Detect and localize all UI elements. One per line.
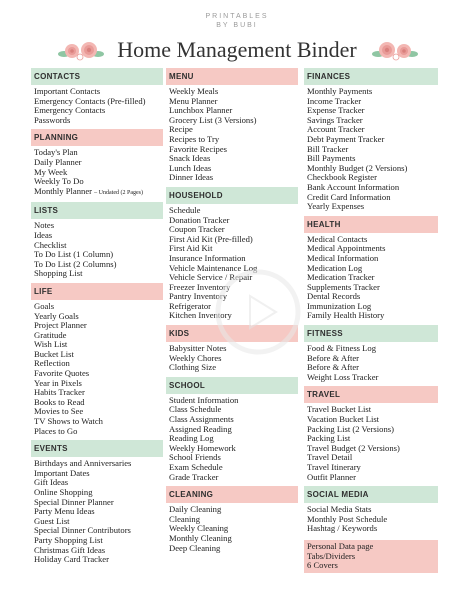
list-item: Project Planner (34, 320, 87, 331)
list-item: Bill Payments (307, 153, 356, 164)
column-1 (31, 68, 163, 565)
list-item: Freezer Inventory (169, 281, 231, 292)
item-note: – Undated (2 Pages) (94, 189, 143, 196)
list-item: Checkbook Register (307, 172, 377, 183)
list-item: Special Dinner Contributors (34, 525, 131, 536)
list-item: Dinner Ideas (169, 172, 214, 183)
section-header: HEALTH (304, 216, 438, 233)
list-item: Online Shopping (34, 487, 93, 497)
list-item: Reading Log (169, 433, 214, 444)
list-item: Monthly Payments (307, 86, 373, 96)
section-events (31, 440, 163, 565)
list-item: Gratitude (34, 329, 67, 340)
list-item: Guest List (34, 515, 70, 526)
list-item: Monthly Budget (2 Versions) (307, 162, 408, 173)
list-item: Snack Ideas (169, 153, 211, 164)
list-item: Coupon Tracker (169, 224, 225, 235)
list-item: Vehicle Maintenance Log (169, 262, 258, 273)
list-item: Year in Pixels (34, 377, 82, 388)
list-item: Savings Tracker (307, 114, 363, 125)
list-item: Travel Bucket List (307, 404, 372, 415)
list-item: Books to Read (34, 396, 85, 407)
list-item: Ideas (34, 229, 53, 240)
list-item: Medication Tracker (307, 272, 375, 283)
list-item: Important Contacts (34, 86, 101, 96)
list-item: Medical Contacts (307, 233, 368, 244)
list-item: Yearly Goals (34, 310, 79, 321)
item-list (304, 235, 438, 321)
section-header: KIDS (166, 325, 298, 342)
list-item: Lunchbox Planner (169, 105, 233, 116)
list-item: Credit Card Information (307, 191, 391, 202)
list-item: Monthly Post Schedule (307, 513, 388, 524)
extras-box (304, 540, 438, 573)
list-item: Christmas Gift Ideas (34, 544, 106, 555)
list-item: Assigned Reading (169, 423, 232, 434)
list-item: Packing List (307, 433, 351, 444)
item-list (304, 405, 438, 482)
list-item: Favorite Recipes (169, 143, 227, 154)
list-item: Medication Log (307, 262, 363, 273)
list-item: Recipe (169, 124, 193, 135)
section-header: HOUSEHOLD (166, 187, 298, 204)
list-item: Weekly Homework (169, 442, 236, 453)
list-item: Personal Data page (307, 540, 374, 551)
list-item: Before & After (307, 352, 360, 363)
section-cleaning (166, 486, 298, 553)
list-item: To Do List (1 Column) (34, 249, 114, 260)
list-item: Special Dinner Planner (34, 496, 114, 507)
list-item: Today's Plan (34, 147, 78, 158)
section-header: CONTACTS (31, 68, 163, 85)
item-list (166, 505, 298, 553)
list-item (34, 187, 163, 199)
list-item: Food & Fitness Log (307, 343, 376, 354)
list-item: Menu Planner (169, 95, 218, 106)
list-item: Medical Information (307, 252, 379, 263)
list-item: Schedule (169, 204, 201, 215)
list-item: Emergency Contacts (34, 105, 106, 116)
section-header: LIFE (31, 283, 163, 300)
list-item: Recipes to Try (169, 133, 220, 144)
list-item: School Friends (169, 452, 221, 463)
list-item: Vacation Bucket List (307, 414, 380, 425)
page-title: Home Management Binder (117, 37, 357, 62)
extras-list (307, 542, 435, 571)
list-item: Student Information (169, 394, 239, 405)
list-item: Hashtag / Keywords (307, 523, 378, 534)
item-list (31, 459, 163, 565)
section-header: SOCIAL MEDIA (304, 486, 438, 503)
list-item: Grocery List (3 Versions) (169, 114, 257, 125)
list-item: To Do List (2 Columns) (34, 258, 117, 269)
list-item: Holiday Card Tracker (34, 554, 109, 565)
list-item: Family Health History (307, 310, 385, 321)
brand-line-2: BY BUBI (216, 22, 258, 29)
item-list (304, 344, 438, 382)
list-item: Kitchen Inventory (169, 310, 232, 321)
list-item: Dental Records (307, 291, 361, 302)
list-item: Class Schedule (169, 404, 222, 415)
list-item: Immunization Log (307, 300, 372, 311)
list-item: Grade Tracker (169, 471, 219, 482)
play-icon[interactable] (214, 268, 302, 356)
list-item: My Week (34, 166, 68, 177)
list-item: Party Menu Ideas (34, 506, 95, 517)
section-header: CLEANING (166, 486, 298, 503)
list-item: Lunch Ideas (169, 162, 212, 173)
item-list (166, 396, 298, 482)
list-item: Exam Schedule (169, 462, 223, 472)
list-item: Bank Account Information (307, 181, 400, 192)
list-item: Monthly Cleaning (169, 532, 232, 543)
list-item: Favorite Quotes (34, 368, 90, 379)
list-item: Income Tracker (307, 95, 362, 106)
section-contacts (31, 68, 163, 125)
list-item: Weekly To Do (34, 176, 84, 187)
list-item: Vehicle Service / Repair (169, 272, 253, 283)
list-item: Weight Loss Tracker (307, 371, 379, 382)
list-item: Account Tracker (307, 124, 365, 135)
section-header: LISTS (31, 202, 163, 219)
section-finances (304, 68, 438, 212)
list-item: Daily Planner (34, 156, 82, 167)
section-fitness (304, 325, 438, 382)
item-label: Monthly Planner (34, 185, 93, 196)
section-header: EVENTS (31, 440, 163, 457)
list-item: Bucket List (34, 348, 74, 359)
list-item: Debt Payment Tracker (307, 133, 385, 144)
section-health (304, 216, 438, 321)
list-item: Yearly Expenses (307, 201, 365, 212)
list-item: Wish List (34, 339, 68, 350)
list-item: Weekly Cleaning (169, 523, 229, 534)
item-list (31, 221, 163, 279)
list-item: Gift Ideas (34, 477, 69, 488)
list-item: Outfit Planner (307, 471, 356, 482)
list-item: Donation Tracker (169, 214, 230, 225)
list-item: Insurance Information (169, 252, 246, 263)
list-item: Travel Itinerary (307, 462, 361, 472)
item-list (31, 87, 163, 125)
list-item: Notes (34, 220, 55, 231)
list-item: Tabs/Dividers (307, 550, 356, 561)
list-item: Goals (34, 300, 55, 311)
list-item: Travel Detail (307, 452, 353, 463)
list-item: Refrigerator (169, 300, 211, 311)
section-header: SCHOOL (166, 377, 298, 394)
list-item: Travel Budget (2 Versions) (307, 442, 400, 453)
list-item: Shopping List (34, 268, 83, 279)
section-lists (31, 202, 163, 279)
section-travel (304, 386, 438, 482)
rose-flowers-icon (372, 38, 418, 62)
list-item: 6 Covers (307, 560, 338, 571)
list-item: Supplements Tracker (307, 281, 380, 292)
list-item: Movies to See (34, 406, 84, 417)
list-item: Medical Appointments (307, 243, 386, 254)
list-item: TV Shows to Watch (34, 416, 103, 427)
list-item: Pantry Inventory (169, 291, 227, 302)
section-header: FINANCES (304, 68, 438, 85)
list-item: Weekly Chores (169, 352, 222, 363)
brand-line-1: PRINTABLES (205, 13, 269, 20)
title-row (0, 36, 474, 66)
list-item: Babysitter Notes (169, 343, 227, 354)
list-item: First Aid Kit (Pre-filled) (169, 233, 253, 244)
list-item: Party Shopping List (34, 534, 103, 545)
item-list (304, 87, 438, 212)
list-item: Birthdays and Anniversaries (34, 458, 132, 469)
list-item: Bill Tracker (307, 143, 349, 154)
list-item: Social Media Stats (307, 504, 372, 515)
list-item: Passwords (34, 114, 71, 125)
section-header: TRAVEL (304, 386, 438, 403)
item-list (31, 302, 163, 436)
section-header: FITNESS (304, 325, 438, 342)
section-header: MENU (166, 68, 298, 85)
list-item: Class Assignments (169, 414, 234, 425)
list-item: Emergency Contacts (Pre-filled) (34, 95, 146, 106)
section-menu (166, 68, 298, 183)
list-item: Expense Tracker (307, 105, 365, 116)
column-3 (304, 68, 438, 573)
item-list (31, 148, 163, 198)
list-item: Before & After (307, 362, 360, 373)
list-item: Daily Cleaning (169, 504, 222, 515)
section-planning (31, 129, 163, 198)
item-list (304, 505, 438, 534)
list-item: Clothing Size (169, 362, 217, 373)
list-item: Reflection (34, 358, 70, 369)
section-social-media (304, 486, 438, 534)
list-item: Deep Cleaning (169, 542, 221, 553)
list-item: Important Dates (34, 467, 90, 478)
list-item: First Aid Kit (169, 243, 213, 254)
list-item: Cleaning (169, 513, 201, 524)
item-list (166, 87, 298, 183)
list-item: Weekly Meals (169, 86, 219, 96)
section-header: PLANNING (31, 129, 163, 146)
section-school (166, 377, 298, 482)
list-item: Habits Tracker (34, 387, 85, 398)
list-item: Places to Go (34, 425, 78, 436)
section-life (31, 283, 163, 436)
list-item: Packing List (2 Versions) (307, 423, 394, 434)
list-item: Checklist (34, 239, 67, 250)
